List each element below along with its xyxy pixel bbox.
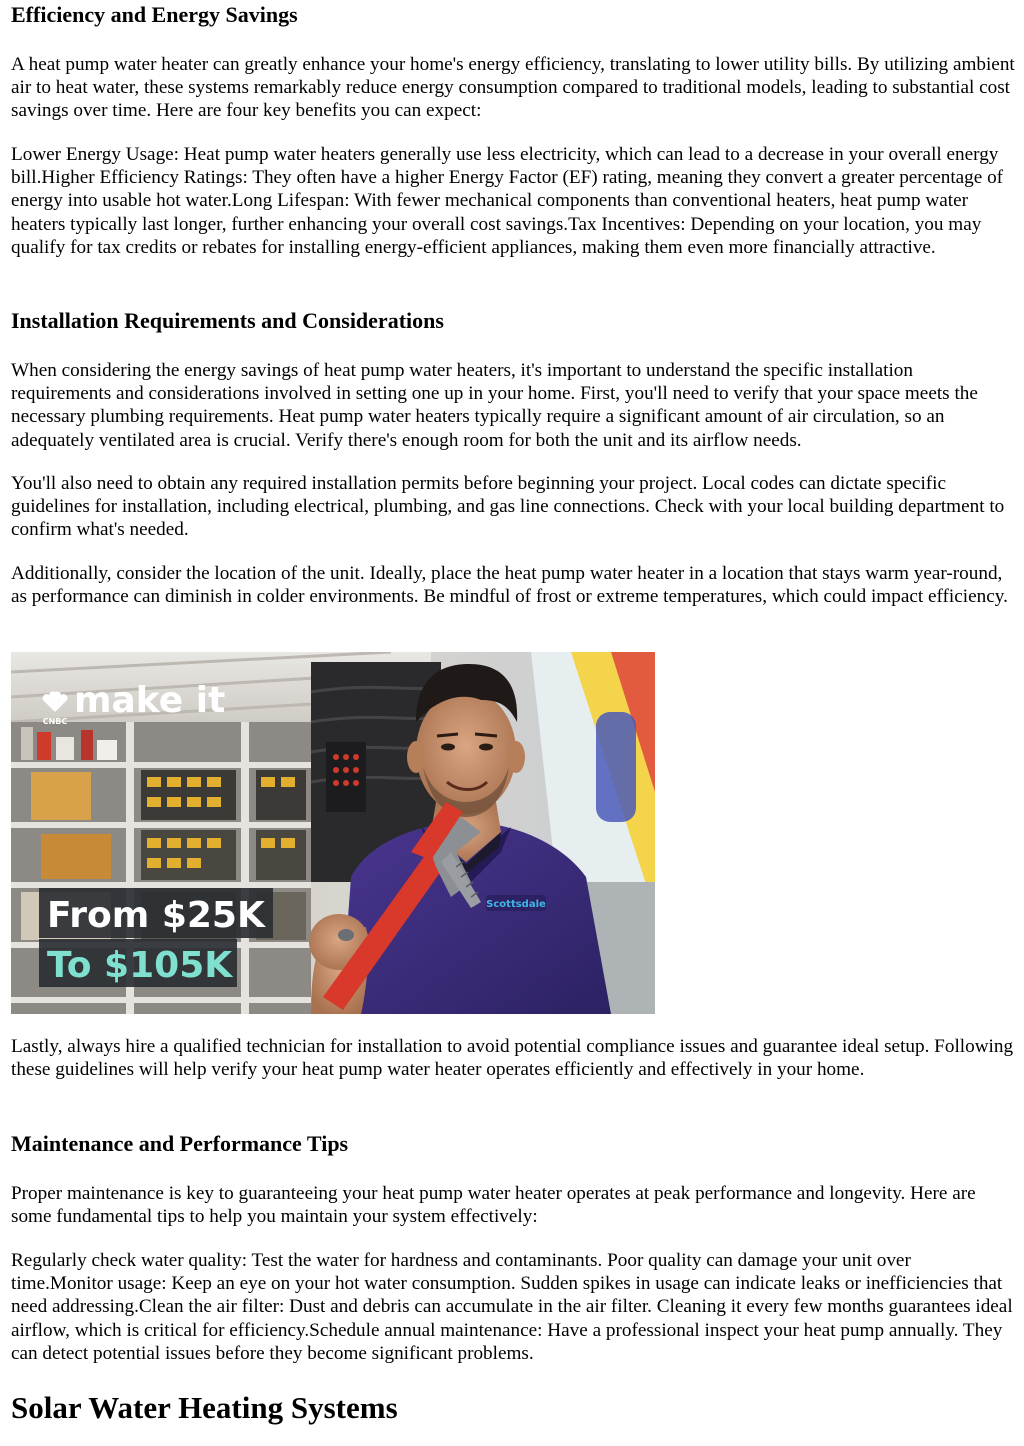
paragraph-installation-1: When considering the energy savings of heat pump water heaters, it's important to understand the specific installation requirements and considerations involved in setting one up in your home. First, you'll need to verify that your space meets the necessary plumbing requirements. Heat pump water heaters typically require a significant amount of air circulation, so an adequately ventilated area is crucial. Verify there's enough room for both the unit and its airflow needs. xyxy=(11,360,978,451)
hero-image xyxy=(11,652,655,1014)
salary-from: From $25K xyxy=(47,895,265,936)
section-heading-solar: Solar Water Heating Systems xyxy=(11,1390,398,1425)
make-it-brand: make it xyxy=(74,680,226,721)
paragraph-maintenance-1: Proper maintenance is key to guaranteeing your heat pump water heater operates at peak performance and longevity. Here are some fundamental tips to help you maintain your system effectively: xyxy=(11,1183,976,1228)
paragraph-installation-3: Additionally, consider the location of the unit. Ideally, place the heat pump water heater in a location that stays warm year-round, as performance can diminish in colder environments. Be mindful of frost or extreme temperatures, which could impact efficiency. xyxy=(11,563,1008,608)
paragraph-efficiency-intro: A heat pump water heater can greatly enhance your home's energy efficiency, translating to lower utility bills. By utilizing ambient air to heat water, these systems remarkably reduce energy consumption compared to traditional models, leading to substantial cost savings over time. Here are four key benefits you can expect: xyxy=(11,54,1015,122)
paragraph-efficiency-benefits: Lower Energy Usage: Heat pump water heaters generally use less electricity, which can lead to a decrease in your overall energy bill.Higher Efficiency Ratings: They often have a higher Energy Factor (EF) rating, meaning they convert a greater percentage of energy into usable hot water.Long Lifespan: With fewer mechanical components than conventional heaters, heat pump water heaters typically last longer, further enhancing your overall cost savings.Tax Incentives: Depending on your location, you may qualify for tax credits or rebates for installing energy-efficient appliances, making them even more financially attractive. xyxy=(11,144,1004,258)
paragraph-installation-4: Lastly, always hire a qualified technician for installation to avoid potential compliance issues and guarantee ideal setup. Following these guidelines will help verify your heat pump water heater operates efficiently and effectively in your home. xyxy=(11,1036,1014,1081)
paragraph-maintenance-2: Regularly check water quality: Test the water for hardness and contaminants. Poor quality can damage your unit over time.Monitor usage: Keep an eye on your hot water consumption. Sudden spikes in usage can indicate leaks or inefficiencies that need addressing.Clean the air filter: Dust and debris can accumulate in the air filter. Cleaning it every few months guarantees ideal airflow, which is critical for efficiency.Schedule annual maintenance: Have a professional inspect your heat pump annually. They can detect potential issues before they become significant problems. xyxy=(11,1250,1013,1364)
shirt-logo: Scottsdale xyxy=(486,899,546,910)
section-heading-maintenance: Maintenance and Performance Tips xyxy=(11,1131,349,1156)
section-heading-installation: Installation Requirements and Considerations xyxy=(11,308,444,333)
cnbc-label: CNBC xyxy=(42,717,68,726)
salary-to: To $105K xyxy=(47,945,233,986)
section-heading-efficiency: Efficiency and Energy Savings xyxy=(11,2,298,27)
paragraph-installation-2: You'll also need to obtain any required installation permits before beginning your project. Local codes can dictate specific guidelines for installation, including electrical, plumbing, and gas line connections. Check with your local building department to confirm what's needed. xyxy=(11,473,1005,541)
